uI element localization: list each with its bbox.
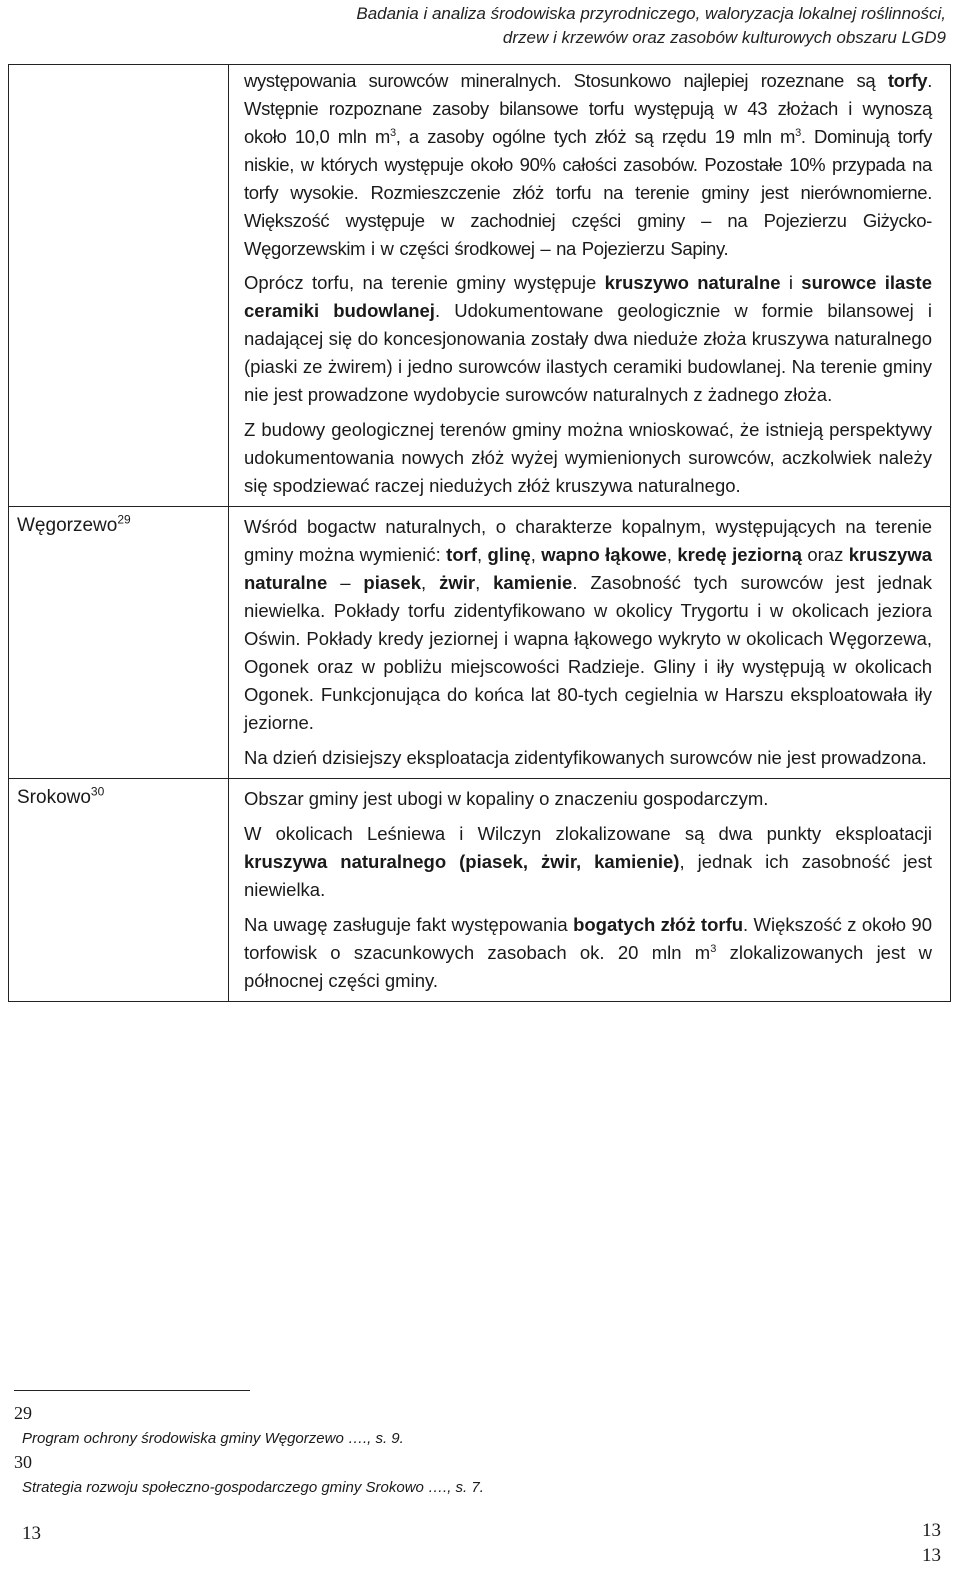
- bold-term: surowce ilaste ceramiki budowlanej: [244, 272, 932, 321]
- paragraph: Obszar gminy jest ubogi w kopaliny o znaczeniu gospodarczym.: [244, 788, 769, 809]
- paragraph: Na uwagę zasługuje fakt występowania bogatych złóż torfu. Większość z około 90 torfowisk o szacunkowych zasobach ok. 20 mln $m^3$ zlokalizowanych jest w północnej części gminy.: [244, 914, 933, 991]
- resources-description-cell: [229, 779, 951, 1002]
- municipality-name-cell: [9, 507, 229, 779]
- paragraph: Z budowy geologicznej terenów gminy można wnioskować, że istnieją perspektywy udokumentowania nowych złóż wyżej wymienionych surowców, aczkolwiek należy się spodziewać raczej niedużych złóż kruszywa naturalnego.: [244, 419, 932, 496]
- municipality-name-cell: [9, 779, 229, 1002]
- document-header: [146, 2, 946, 50]
- bold-term: bogatych złóż torfu: [573, 914, 744, 935]
- footnote-ref[interactable]: 30: [90, 784, 105, 799]
- page-number: 13: [22, 1523, 41, 1544]
- header-line-2: drzew i krzewów oraz zasobów kulturowych obszaru LGD9: [502, 28, 946, 47]
- header-line-1: Badania i analiza środowiska przyrodniczego, waloryzacja lokalnej roślinności,: [356, 4, 946, 23]
- footnote-number: 30: [14, 1452, 32, 1472]
- page-number: 13: [922, 1545, 941, 1566]
- footnote-text: Strategia rozwoju społeczno-gospodarczego gminy Srokowo …., s. 7.: [22, 1479, 484, 1496]
- municipality-resources-table: [8, 64, 951, 1002]
- footnote-ref[interactable]: 29: [117, 512, 131, 527]
- paragraph: Na dzień dzisiejszy eksploatacja zidentyfikowanych surowców nie jest prowadzona.: [244, 747, 927, 768]
- paragraph: występowania surowców mineralnych. Stosunkowo najlepiej rozeznane są torfy. Wstępnie rozpoznane zasoby bilansowe torfu występują w 43 złożach i wynoszą około 10,0 mln $m^3$, a zasoby ogólne tych złóż są rzędu 19 mln $m^3$. Dominują torfy niskie, w których występuje około 90% całości zasobów. Pozostałe 10% przypada na torfy wysokie. Rozmieszczenie złóż torfu na terenie gminy jest nierównomierne. Większość występuje w zachodniej części gminy – na Pojezierzu Giżycko-Węgorzewskim i w części środkowej – na Pojezierzu Sapiny.: [244, 70, 932, 259]
- table-row: [9, 507, 951, 779]
- page-number: 13: [922, 1520, 941, 1541]
- footnote-number: 29: [14, 1403, 32, 1423]
- footnote-separator: [14, 1390, 250, 1391]
- municipality-name: Srokowo: [17, 787, 91, 808]
- paragraph: W okolicach Leśniewa i Wilczyn zlokalizowane są dwa punkty eksploatacji kruszywa naturalnego (piasek, żwir, kamienie), jednak ich zasobność jest niewielka.: [244, 823, 932, 900]
- municipality-name: Węgorzewo: [17, 515, 118, 536]
- resources-description-cell: [229, 65, 951, 507]
- table-row: [9, 65, 951, 507]
- resources-description-cell: [229, 507, 951, 779]
- table-row: [9, 779, 951, 1002]
- municipality-name-cell: [9, 65, 229, 507]
- bold-term: kruszywa naturalnego (piasek, żwir, kamienie): [244, 851, 680, 872]
- footnote-text: Program ochrony środowiska gminy Węgorzewo …., s. 9.: [22, 1430, 404, 1447]
- bold-term: kruszywo naturalne: [604, 272, 781, 293]
- paragraph: Oprócz torfu, na terenie gminy występuje kruszywo naturalne i surowce ilaste ceramiki budowlanej. Udokumentowane geologicznie w formie bilansowej i nadającej się do koncesjonowania zostały dwa nieduże złoża kruszywa naturalnego (piaski ze żwirem) i jedno surowców ilastych ceramiki budowlanej. Na terenie gminy nie jest prowadzone wydobycie surowców naturalnych z żadnego złoża.: [244, 272, 932, 405]
- paragraph: Wśród bogactw naturalnych, o charakterze kopalnym, występujących na terenie gminy można wymienić: torf, glinę, wapno łąkowe, kredę jeziorną oraz kruszywa naturalne – piasek, żwir, kamienie. Zasobność tych surowców jest jednak niewielka. Pokłady torfu zidentyfikowano w okolicy Trygortu i w okolicach jeziora Oświn. Pokłady kredy jeziornej i wapna łąkowego wykryto w okolicach Węgorzewa, Ogonek oraz w pobliżu miejscowości Radzieje. Gliny i iły występują w okolicach Ogonek. Funkcjonująca do końca lat 80-tych cegielnia w Harszu eksploatowała iły jeziorne.: [244, 516, 933, 733]
- bold-term: torfy: [887, 70, 928, 91]
